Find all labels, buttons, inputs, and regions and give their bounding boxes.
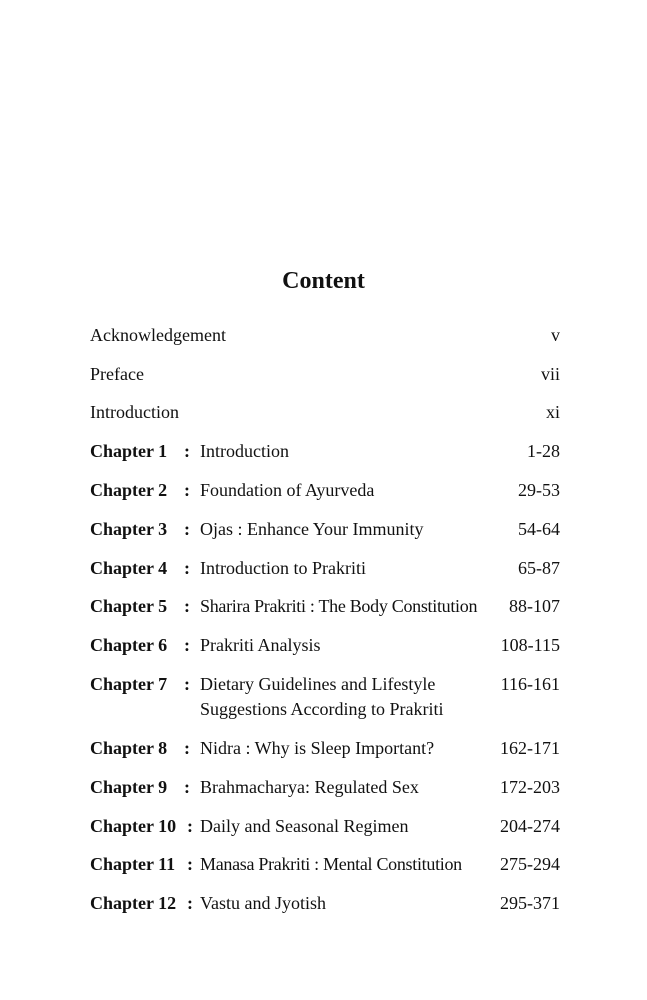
chapter-title [200,556,492,581]
chapter-title-line: Vastu and Jyotish [200,893,326,913]
chapter-label: Chapter 12 [90,893,177,913]
entry-title: Acknowledgement [90,325,226,345]
entry-pages: 162-171 [500,738,560,758]
chapter-colon: : [184,738,190,758]
chapter-colon: : [184,519,190,539]
chapter-title [200,891,492,916]
chapter-title [200,594,492,619]
entry-pages: 65-87 [518,558,560,578]
chapter-label: Chapter 8 [90,738,168,758]
chapter-title [200,439,492,464]
page-title: Content [282,268,365,294]
entry-pages: 29-53 [518,480,560,500]
entry-pages: 295-371 [500,893,560,913]
entry-title: Introduction [90,402,179,422]
chapter-title-line: Ojas : Enhance Your Immunity [200,519,424,539]
chapter-colon: : [184,441,190,461]
chapter-title [200,672,492,722]
chapter-label: Chapter 11 [90,854,176,874]
entry-pages: 204-274 [500,816,560,836]
chapter-colon: : [184,777,190,797]
entry-pages: 54-64 [518,519,560,539]
chapter-label: Chapter 2 [90,480,168,500]
chapter-title-line: Suggestions According to Prakriti [200,699,444,719]
entry-pages: xi [545,402,560,422]
entry-pages: 108-115 [500,635,560,655]
chapter-title [200,775,492,800]
chapter-title-line: Sharira Prakriti : The Body Constitution [200,596,478,616]
chapter-label: Chapter 7 [90,674,168,694]
chapter-label: Chapter 9 [90,777,168,797]
chapter-colon: : [184,674,190,694]
chapter-colon: : [184,596,190,616]
chapter-label: Chapter 1 [90,441,168,461]
entry-pages: 172-203 [500,777,560,797]
entry-pages: 275-294 [500,854,560,874]
entry-pages: v [551,325,560,345]
chapter-title-line: Prakriti Analysis [200,635,321,655]
chapter-title [200,736,492,761]
entry-pages: 1-28 [527,441,560,461]
chapter-title [200,852,492,877]
chapter-colon: : [187,893,193,913]
chapter-title-line: Dietary Guidelines and Lifestyle [200,674,436,694]
chapter-title-line: Daily and Seasonal Regimen [200,816,409,836]
entry-pages: 116-161 [500,674,560,694]
chapter-label: Chapter 4 [90,558,168,578]
chapter-title-line: Foundation of Ayurveda [200,480,375,500]
chapter-colon: : [187,854,193,874]
entry-pages: vii [540,364,560,384]
chapter-label: Chapter 3 [90,519,168,539]
chapter-title-line: Brahmacharya: Regulated Sex [200,777,419,797]
chapter-title-line: Nidra : Why is Sleep Important? [200,738,435,758]
chapter-title [200,517,492,542]
entry-pages: 88-107 [509,596,560,616]
chapter-title [200,633,492,658]
chapter-label: Chapter 10 [90,816,177,836]
chapter-colon: : [184,635,190,655]
chapter-title [200,478,492,503]
chapter-colon: : [184,480,190,500]
chapter-title-line: Manasa Prakriti : Mental Constitution [200,854,462,874]
chapter-colon: : [184,558,190,578]
chapter-label: Chapter 5 [90,596,168,616]
chapter-label: Chapter 6 [90,635,168,655]
entry-title: Preface [90,364,144,384]
chapter-title-line: Introduction [200,441,289,461]
chapter-colon: : [187,816,193,836]
chapter-title-line: Introduction to Prakriti [200,558,366,578]
chapter-title [200,814,492,839]
